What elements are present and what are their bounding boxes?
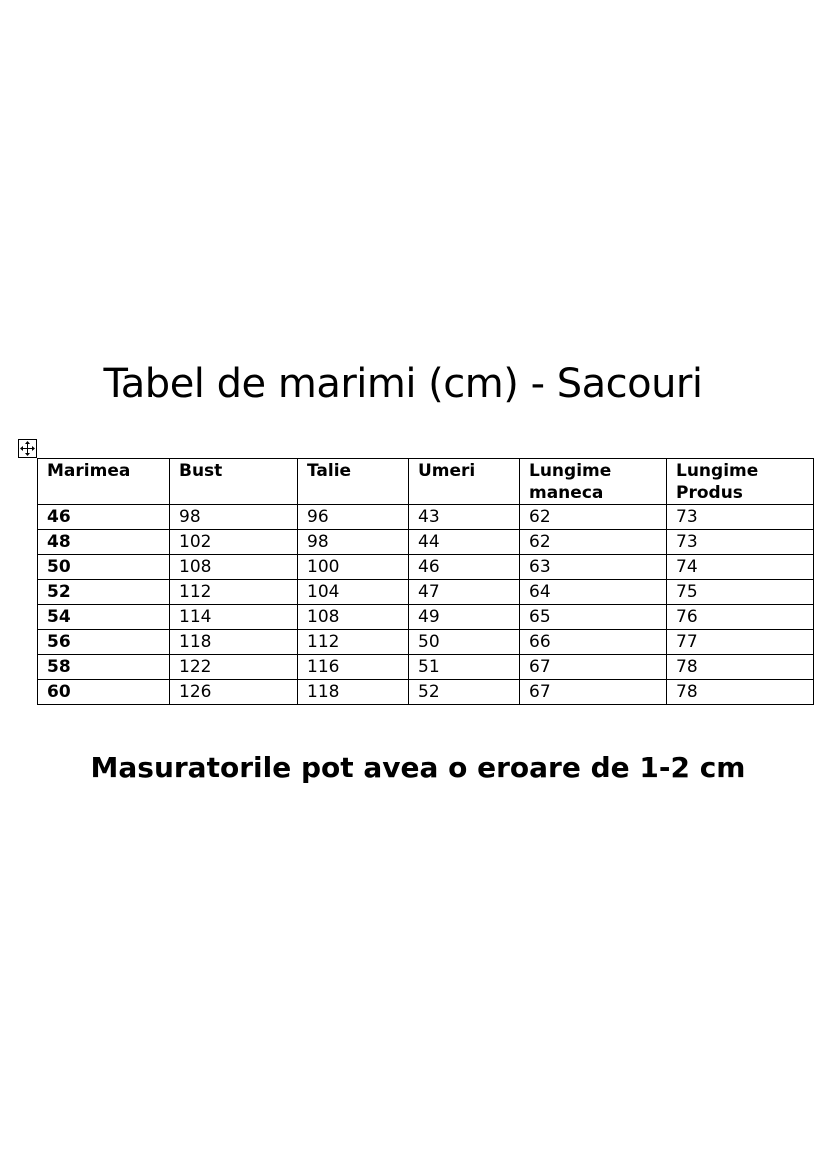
product-length-cell: 78 [667, 680, 814, 705]
bust-cell: 114 [170, 605, 298, 630]
size-cell: 58 [38, 655, 170, 680]
sleeve-length-cell: 62 [520, 530, 667, 555]
table-row [38, 505, 814, 530]
shoulders-cell: 44 [409, 530, 520, 555]
shoulders-cell: 46 [409, 555, 520, 580]
waist-cell: 98 [298, 530, 409, 555]
bust-cell: 112 [170, 580, 298, 605]
measurement-note: Masuratorile pot avea o eroare de 1-2 cm [90, 751, 746, 784]
shoulders-cell: 49 [409, 605, 520, 630]
header-product-length: Lungime Produs [667, 459, 814, 505]
sleeve-length-cell: 67 [520, 655, 667, 680]
table-row [38, 630, 814, 655]
table-row [38, 680, 814, 705]
table-row [38, 580, 814, 605]
header-shoulders: Umeri [409, 459, 520, 505]
size-cell: 54 [38, 605, 170, 630]
shoulders-cell: 47 [409, 580, 520, 605]
waist-cell: 108 [298, 605, 409, 630]
table-move-handle-icon[interactable] [18, 439, 37, 458]
table-row [38, 530, 814, 555]
product-length-cell: 73 [667, 530, 814, 555]
header-size: Marimea [38, 459, 170, 505]
waist-cell: 104 [298, 580, 409, 605]
product-length-cell: 77 [667, 630, 814, 655]
table-row [38, 605, 814, 630]
bust-cell: 108 [170, 555, 298, 580]
header-waist: Talie [298, 459, 409, 505]
size-cell: 50 [38, 555, 170, 580]
waist-cell: 118 [298, 680, 409, 705]
waist-cell: 116 [298, 655, 409, 680]
header-sleeve-length: Lungime maneca [520, 459, 667, 505]
size-cell: 46 [38, 505, 170, 530]
shoulders-cell: 43 [409, 505, 520, 530]
header-bust: Bust [170, 459, 298, 505]
size-cell: 56 [38, 630, 170, 655]
size-cell: 48 [38, 530, 170, 555]
sleeve-length-cell: 64 [520, 580, 667, 605]
page-title: Tabel de marimi (cm) - Sacouri [103, 361, 703, 407]
size-table [37, 458, 814, 705]
product-length-cell: 73 [667, 505, 814, 530]
product-length-cell: 78 [667, 655, 814, 680]
product-length-cell: 75 [667, 580, 814, 605]
sleeve-length-cell: 63 [520, 555, 667, 580]
shoulders-cell: 51 [409, 655, 520, 680]
bust-cell: 122 [170, 655, 298, 680]
waist-cell: 112 [298, 630, 409, 655]
table-row [38, 555, 814, 580]
size-cell: 52 [38, 580, 170, 605]
sleeve-length-cell: 66 [520, 630, 667, 655]
waist-cell: 96 [298, 505, 409, 530]
bust-cell: 126 [170, 680, 298, 705]
size-cell: 60 [38, 680, 170, 705]
shoulders-cell: 52 [409, 680, 520, 705]
product-length-cell: 74 [667, 555, 814, 580]
table-row [38, 655, 814, 680]
product-length-cell: 76 [667, 605, 814, 630]
sleeve-length-cell: 65 [520, 605, 667, 630]
bust-cell: 98 [170, 505, 298, 530]
shoulders-cell: 50 [409, 630, 520, 655]
sleeve-length-cell: 67 [520, 680, 667, 705]
sleeve-length-cell: 62 [520, 505, 667, 530]
table-header-row [38, 459, 814, 505]
bust-cell: 102 [170, 530, 298, 555]
bust-cell: 118 [170, 630, 298, 655]
waist-cell: 100 [298, 555, 409, 580]
